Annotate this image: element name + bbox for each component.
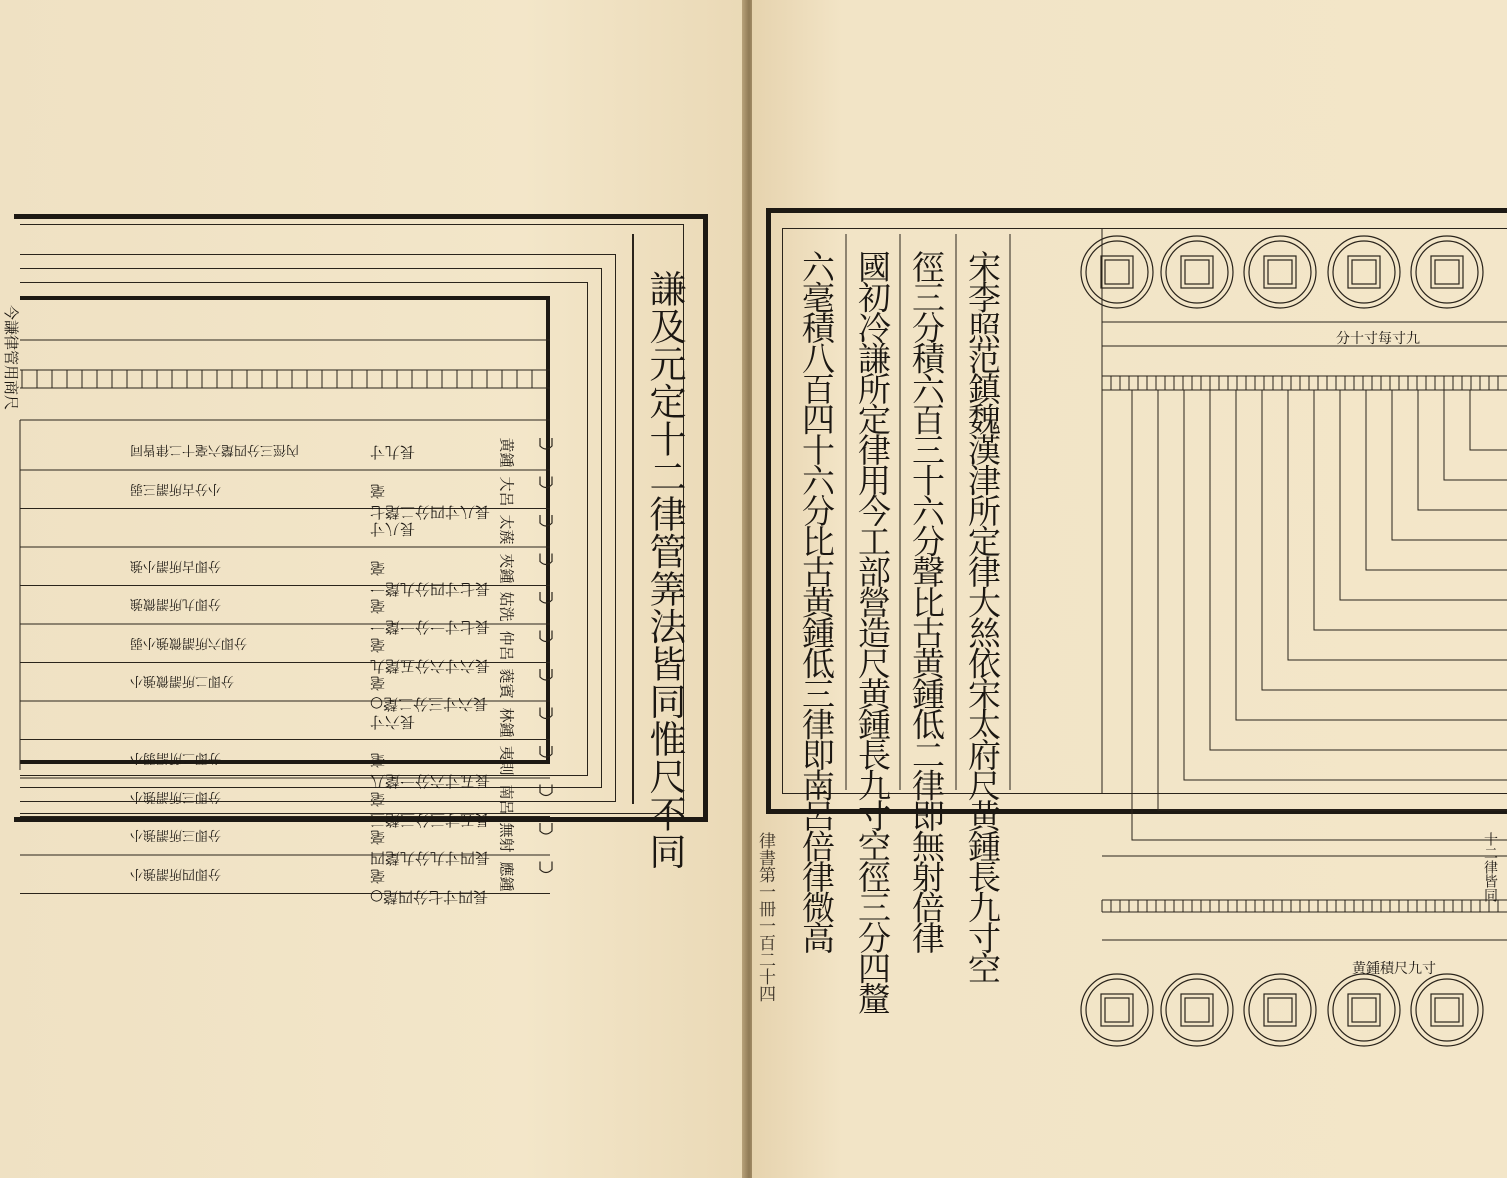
pitch-name: 太蔟 xyxy=(497,514,516,545)
left-page xyxy=(0,0,748,1178)
pitch-name: 夷則 xyxy=(497,745,516,776)
table-row xyxy=(130,860,530,906)
row-note: 分即九所謂微強 xyxy=(130,596,222,611)
pipe-length: 長八寸 xyxy=(370,520,416,538)
row-note: 小分古所謂三弱 xyxy=(130,480,222,496)
pipe-length: 長七寸一分一氂一毫 xyxy=(370,597,491,636)
coin-icon xyxy=(1411,236,1483,308)
pitch-name: 蕤賓 xyxy=(497,668,516,699)
pipe-length: 長九寸 xyxy=(370,443,416,461)
coin-icon xyxy=(1328,236,1400,308)
coin-icon xyxy=(1328,974,1400,1046)
pipe-length: 長四寸七分四氂○毫 xyxy=(370,866,489,906)
coin-icon xyxy=(1081,974,1153,1046)
row-note: 分即三所謂強小 xyxy=(130,827,222,842)
table-row xyxy=(130,437,530,468)
pipe-length: 長五寸三分三氂三毫 xyxy=(370,789,491,829)
row-note: 分即六所謂微強小弱 xyxy=(130,634,248,650)
left-main-column: 謙及元定十二律管筭法皆同惟尺不同 xyxy=(643,270,686,870)
pitch-name: 應鍾 xyxy=(497,860,516,892)
text-column: 徑三分積六百三十六分聲比古黄鍾低二律即無射倍律 xyxy=(907,250,946,952)
diagram-bottom-label: 黄鍾積尺九寸 xyxy=(1352,961,1436,977)
row-note: 分即三所謂強小 xyxy=(130,788,222,804)
text-column: 六毫積八百四十六分比古黄鍾低三律即南呂倍律微高 xyxy=(797,250,836,952)
coin-icon xyxy=(1161,974,1233,1046)
table-row xyxy=(370,706,530,738)
row-note: 分即二所謂微強小 xyxy=(130,673,235,688)
coin-icon xyxy=(1161,236,1233,308)
diagram-top-label: 分十寸每寸九 xyxy=(1336,331,1420,347)
table-row xyxy=(130,591,530,636)
pitch-name: 無射 xyxy=(497,822,516,853)
coin-icon xyxy=(1244,236,1316,308)
coin-icon xyxy=(1244,974,1316,1046)
right-page xyxy=(752,0,1507,1178)
fold-label: 律書第一冊一百二十四 xyxy=(755,832,775,1002)
table-row xyxy=(370,514,530,545)
table-row xyxy=(130,668,530,713)
coin-icon xyxy=(1411,974,1483,1046)
row-note: 分即四所謂強小 xyxy=(130,865,222,881)
pipe-length: 長四寸九分九氂四毫 xyxy=(370,828,491,867)
row-note: 分即二所謂弱小 xyxy=(130,750,222,765)
pitch-name: 仲呂 xyxy=(497,629,516,661)
table-row xyxy=(130,629,530,675)
table-row xyxy=(130,745,530,790)
table-row xyxy=(130,552,530,598)
table-row xyxy=(130,822,530,867)
text-column: 宋李照范鎮魏漢津所定律大𢇁依宋太府尺黄鍾長九寸空 xyxy=(963,250,1002,982)
pipe-length: 長八寸四分二氂七毫 xyxy=(370,481,491,521)
pitch-name: 南呂 xyxy=(497,783,516,815)
table-row xyxy=(130,783,530,829)
pipe-length: 長六寸三分二氂○毫 xyxy=(370,674,489,713)
pipe-length: 長六寸 xyxy=(370,712,416,731)
coin-icon xyxy=(1081,236,1153,308)
pitch-name: 黄鍾 xyxy=(497,437,516,468)
pitch-name: 大呂 xyxy=(497,475,516,507)
row-note: 內徑三分四氂六毫十二律皆同 xyxy=(130,442,300,457)
pipe-length: 長六寸六分五氂九毫 xyxy=(370,635,491,675)
pitch-name: 夾鍾 xyxy=(497,552,516,584)
row-note: 分即古所謂小強 xyxy=(130,557,222,573)
table-title: 今謙律管用商尺 xyxy=(2,305,20,411)
diagram-mid-label: 十二律皆同 xyxy=(1482,832,1498,902)
table-row xyxy=(130,475,530,521)
pipe-length: 長七寸四分九氂一毫 xyxy=(370,558,491,598)
text-column: 國初冷謙所定律用今工部營造尺黄鍾長九寸空徑三分四釐 xyxy=(853,250,892,1013)
pitch-name: 林鍾 xyxy=(497,706,516,738)
pitch-name: 姑洗 xyxy=(497,591,516,622)
pipe-length: 長五寸六分一氂八毫 xyxy=(370,751,491,790)
